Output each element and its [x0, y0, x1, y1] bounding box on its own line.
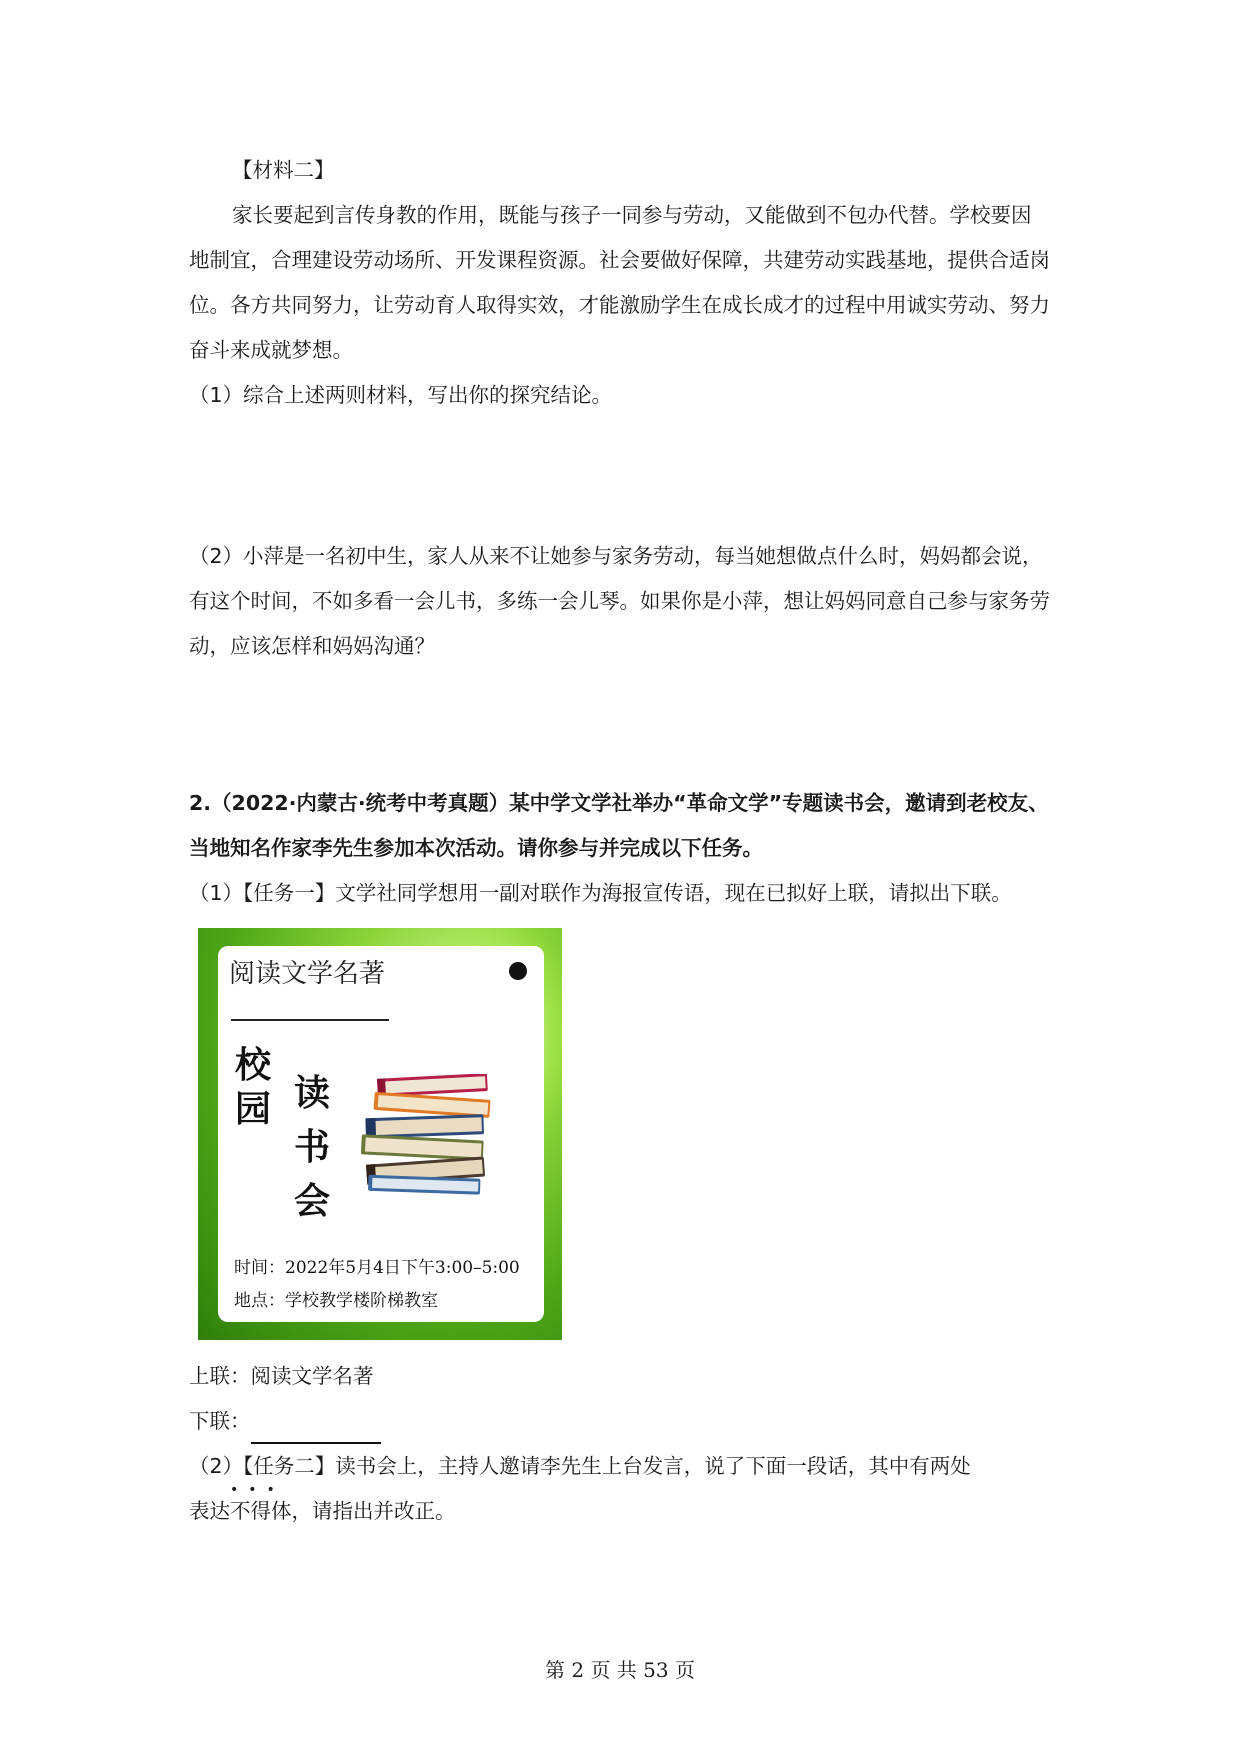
answer-blank [251, 1418, 381, 1444]
reading-club-poster [198, 928, 562, 1340]
question-2-stem: 2.（2022·内蒙古·统考中考真题）某中学文学社举办“革命文学”专题读书会，邀请到老校友、当地知名作家李先生参加本次活动。请你参与并完成以下任务。 [189, 791, 1049, 860]
task-2-line1: （2）【任务二】读书会上，主持人邀请李先生上台发言，说了下面一段话，其中有两处 [189, 1454, 971, 1478]
question-1-1: （1）综合上述两则材料，写出你的探究结论。 [189, 383, 613, 407]
content [189, 148, 1051, 1534]
task-2-pre: 表达 [189, 1499, 230, 1523]
poster-card [218, 946, 544, 1322]
poster-divider [231, 1019, 389, 1021]
task-2-post: ，请指出并改正。 [291, 1499, 456, 1523]
page-footer: 第 2 页 共 53 页 [545, 1658, 695, 1682]
material2-heading: 【材料二】 [232, 158, 335, 182]
poster-char: 书 [293, 1126, 330, 1168]
poster-dot [509, 962, 527, 980]
poster-char: 会 [293, 1180, 330, 1222]
task-2-line2 [189, 1482, 1051, 1534]
task-1: （1）【任务一】文学社同学想用一副对联作为海报宣传语，现在已拟好上联，请拟出下联。 [189, 881, 1012, 905]
emphasized-text [230, 1482, 292, 1523]
answer-space [189, 669, 1051, 781]
answer-space [189, 418, 1051, 534]
poster-place: 地点：学校教学楼阶梯教室 [234, 1291, 438, 1311]
poster-char: 读 [293, 1072, 330, 1114]
poster-char: 校 [234, 1044, 271, 1086]
poster-title: 阅读文学名著 [229, 959, 386, 989]
lower-couplet-label: 下联： [189, 1409, 251, 1433]
emphasis-dots: ••• [230, 1482, 285, 1498]
poster-time: 时间：2022年5月4日下午3:00–5:00 [234, 1258, 520, 1278]
question-1-2: （2）小萍是一名初中生，家人从来不让她参与家务劳动，每当她想做点什么时，妈妈都会说，有这个时间，不如多看一会儿书，多练一会儿琴。如果你是小萍，想让妈妈同意自己参与家务劳动，应该怎样和妈妈沟通？ [189, 544, 1050, 658]
task-2-emph: 不得体 [230, 1499, 292, 1523]
book-stack-illustration [358, 1074, 508, 1196]
material2-body: 家长要起到言传身教的作用，既能与孩子一同参与劳动，又能做到不包办代替。学校要因地制宜，合理建设劳动场所、开发课程资源。社会要做好保障，共建劳动实践基地，提供合适岗位。各方共同努力，让劳动育人取得实效，才能激励学生在成长成才的过程中用诚实劳动、努力奋斗来成就梦想。 [189, 203, 1050, 362]
upper-couplet: 上联：阅读文学名著 [189, 1364, 374, 1388]
poster-char: 园 [234, 1088, 271, 1130]
lower-couplet-line [189, 1399, 1051, 1444]
